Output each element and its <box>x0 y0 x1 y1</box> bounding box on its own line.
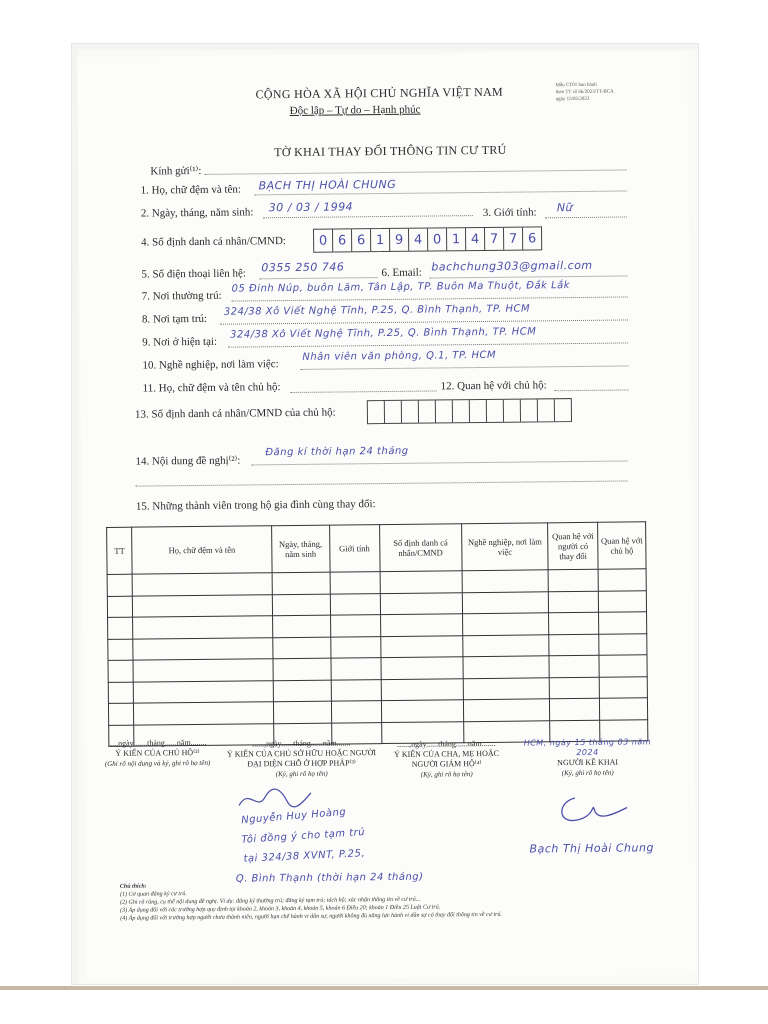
id-digit: 7 <box>485 228 504 250</box>
temporary-address-label: 8. Nơi tạm trú: <box>141 312 208 326</box>
occupation-label: 10. Nghề nghiệp, nơi làm việc: <box>142 358 279 372</box>
household-head-label: 11. Họ, chữ đệm và tên chủ hộ: <box>142 381 281 395</box>
id-number-boxes <box>313 226 542 252</box>
dob-label: 2. Ngày, tháng, năm sinh: <box>140 206 254 220</box>
declarant-signature-mark <box>551 789 631 830</box>
id-digit: 9 <box>390 229 409 251</box>
household-head-id-boxes <box>367 398 572 424</box>
request-content-value: Đăng kí thời hạn 24 tháng <box>265 445 409 459</box>
id-cell <box>368 401 385 423</box>
signature-date: ......,ngày......tháng......năm....... <box>252 738 351 749</box>
recipient-label: Kính gửi⁽¹⁾: <box>150 164 202 178</box>
recipient-line <box>204 160 626 174</box>
col-header: Quan hệ với chủ hộ <box>598 522 646 569</box>
id-cell <box>436 400 453 422</box>
signature-title: NGƯỜI KÊ KHAI <box>557 757 619 768</box>
form-code-line: Mẫu CT01 ban hành <box>555 82 597 89</box>
permanent-address-label: 7. Nơi thường trú: <box>141 289 222 303</box>
footnotes <box>120 879 502 923</box>
temporary-address-value: 324/38 Xô Viết Nghệ Tĩnh, P.25, Q. Bình Thạnh, TP. HCM <box>223 303 531 318</box>
signature-note: (Ghi rõ nội dung và ký, ghi rõ họ tên) <box>104 758 211 768</box>
col-header: Quan hệ với người có thay đổi <box>548 522 598 570</box>
signature-title: Ý KIẾN CỦA CHA, MẸ HOẶC NGƯỜI GIÁM HỘ⁽⁴⁾ <box>393 748 499 769</box>
request-content-label: 14. Nội dung đề nghị⁽²⁾: <box>135 454 241 468</box>
footnotes-heading: Chú thích: <box>119 883 147 890</box>
id-digit: 0 <box>314 230 333 252</box>
id-cell <box>504 400 521 422</box>
id-cell <box>470 400 487 422</box>
col-header: Họ, chữ đệm và tên <box>132 526 272 574</box>
footnote: (2) Ghi rõ ràng, cụ thể nội dung đề nghị. Ví dụ: đăng ký thường trú; đăng ký tạm trú; tách hộ; xác nhận thông tin về cư trú... <box>120 896 421 906</box>
household-head-id-label: 13. Số định danh cá nhân/CMND của chủ hộ: <box>134 406 336 421</box>
relationship-line <box>555 380 629 391</box>
phone-value: 0355 250 746 <box>261 260 345 275</box>
id-number-label: 4. Số định danh cá nhân/CMND: <box>141 235 287 249</box>
fullname-label: 1. Họ, chữ đệm và tên: <box>140 183 241 197</box>
form-code-line: ngày 15/05/2023 <box>555 96 590 103</box>
id-cell <box>487 400 504 422</box>
household-head-line <box>291 381 437 393</box>
owner-consent-handwriting: tại 324/38 XVNT, P.25, <box>243 848 366 865</box>
fullname-value: BẠCH THỊ HOÀI CHUNG <box>258 177 397 193</box>
footnote: (4) Áp dụng đối với trường hợp người chưa thành niên, người hạn chế hành vi dân sự, người không đủ năng lực hành vi dân sự có thay đổi thông tin về cư trú. <box>120 911 503 922</box>
id-digit: 6 <box>333 229 352 251</box>
id-cell <box>538 399 555 421</box>
id-cell <box>385 401 402 423</box>
signature-title: Ý KIẾN CỦA CHỦ HỘ⁽³⁾ <box>115 747 200 758</box>
table-edge <box>0 986 768 990</box>
owner-name-handwriting: Nguyễn Huy Hoàng <box>240 806 347 827</box>
motto: Độc lập – Tự do – Hạnh phúc <box>289 103 421 117</box>
form-title: TỜ KHAI THAY ĐỔI THÔNG TIN CƯ TRÚ <box>274 142 507 160</box>
owner-consent-handwriting: Q. Bình Thạnh (thời hạn 24 tháng) <box>235 871 424 885</box>
request-content-line-2 <box>136 471 628 486</box>
signature-note: (Ký, ghi rõ họ tên) <box>275 769 328 779</box>
current-address-label: 9. Nơi ở hiện tại: <box>142 335 218 349</box>
members-label: 15. Những thành viên trong hộ gia đình cùng thay đổi: <box>135 498 376 513</box>
col-header: Ngày, tháng, năm sinh <box>271 525 329 573</box>
footnote: (1) Cơ quan đăng ký cư trú. <box>119 891 187 898</box>
signature-household-head <box>92 738 222 769</box>
id-digit: 7 <box>504 228 523 250</box>
id-digit: 4 <box>409 229 428 251</box>
email-label: 6. Email: <box>381 266 422 280</box>
form-code-line: theo TT số 66/2023/TT-BCA <box>555 89 614 96</box>
id-digit: 6 <box>527 230 537 247</box>
owner-consent-handwriting: Tôi đồng ý cho tạm trú <box>241 827 366 846</box>
country-heading: CỘNG HÒA XÃ HỘI CHỦ NGHĨA VIỆT NAM <box>255 84 504 102</box>
id-cell <box>555 399 571 421</box>
table-header-row <box>107 522 646 575</box>
household-members-table <box>106 521 648 747</box>
phone-label: 5. Số điện thoại liên hệ: <box>141 267 246 281</box>
signature-owner <box>226 738 376 780</box>
col-header: Giới tính <box>329 525 379 573</box>
signature-date: HCM, ngày 15 tháng 03 năm 2024 <box>523 737 652 758</box>
gender-value: Nữ <box>556 201 574 215</box>
id-digit: 0 <box>428 228 447 250</box>
footnote: (3) Áp dụng đối với các trường hợp quy định tại khoản 2, khoản 3, khoản 4, khoản 5, khoản 6 Điều 20; khoản 1 Điều 25 Luật Cư trú. <box>120 904 441 914</box>
col-header: TT <box>107 527 133 574</box>
email-value: bachchung303@gmail.com <box>431 258 593 274</box>
id-cell <box>521 399 538 421</box>
signature-note: (Ký, ghi rõ họ tên) <box>420 770 473 779</box>
signature-declarant <box>522 737 652 778</box>
col-header: Nghề nghiệp, nơi làm việc <box>461 523 548 571</box>
id-digit: 1 <box>371 229 390 251</box>
signature-date: ......,ngày......tháng......năm....... <box>397 738 496 749</box>
signature-guardian <box>386 739 506 780</box>
form-code <box>555 82 613 104</box>
id-cell <box>402 401 419 423</box>
id-cell <box>453 400 470 422</box>
id-digit: 6 <box>352 229 371 251</box>
declarant-name-handwriting: Bạch Thị Hoài Chung <box>529 841 654 856</box>
signature-note: (Ký, ghi rõ họ tên) <box>561 768 614 778</box>
relationship-label: 12. Quan hệ với chủ hộ: <box>440 379 547 393</box>
signature-date: ....,ngày.......tháng......năm........ <box>108 737 207 748</box>
col-header: Số định danh cá nhân/CMND <box>379 524 462 572</box>
id-digit: 4 <box>466 228 485 250</box>
current-address-value: 324/38 Xô Viết Nghệ Tĩnh, P.25, Q. Bình Thạnh, TP. HCM <box>230 326 537 341</box>
signature-title: Ý KIẾN CỦA CHỦ SỞ HỮU HOẶC NGƯỜI ĐẠI DIỆN CHỖ Ở HỢP PHÁP⁽³⁾ <box>226 748 377 769</box>
declaration-form-page <box>77 51 697 981</box>
id-digit: 1 <box>447 228 466 250</box>
dob-value: 30 / 03 / 1994 <box>268 200 354 215</box>
permanent-address-value: 05 Đinh Núp, buôn Lăm, Tân Lập, TP. Buôn Ma Thuột, Đắk Lắk <box>231 280 571 295</box>
occupation-value: Nhân viên văn phòng, Q.1, TP. HCM <box>302 349 497 363</box>
id-cell <box>419 400 436 422</box>
gender-label: 3. Giới tính: <box>482 206 537 219</box>
